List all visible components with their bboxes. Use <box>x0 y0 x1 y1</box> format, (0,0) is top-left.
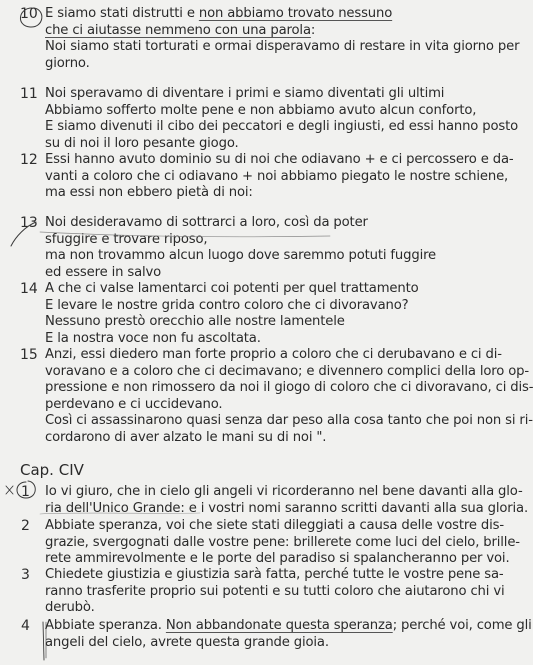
verse-number: 14 <box>20 281 38 297</box>
verse-line: Noi siamo stati torturati e ormai disperavamo di restare in vita giorno per <box>45 39 520 55</box>
verse-line: Essi hanno avuto dominio su di noi che odiavano + e ci percossero e da- <box>45 152 514 167</box>
verse-line: voravano e a coloro che ci decimavano; e divennero complici della loro op- <box>45 363 529 379</box>
verse-line: angeli del cielo, avrete questa grande gioia. <box>45 634 329 650</box>
verse-line: ranno trasferite proprio sui potenti e su tutti coloro che aiutarono chi vi <box>45 583 505 599</box>
verse-line: cordarono di aver alzato le mani su di noi ". <box>45 430 327 445</box>
verse-line: Abbiate speranza, voi che siete stati dileggiati a causa delle vostre dis- <box>45 518 504 533</box>
verse-line: rete ammirevolmente e le porte del paradiso si spalancheranno per voi. <box>45 551 510 567</box>
verse-line: A che ci valse lamentarci coi potenti per quel trattamento <box>45 281 419 296</box>
verse-line: Noi desideravamo di sottrarci a loro, così da poter <box>45 215 368 230</box>
verse-line: su di noi il loro pesante giogo. <box>45 135 239 151</box>
verse-line: E la nostra voce non fu ascoltata. <box>45 330 261 346</box>
verse-line: E siamo divenuti il cibo dei peccatori e degli ingiusti, ed essi hanno posto <box>45 119 519 135</box>
verse-line: Così ci assassinarono quasi senza dar peso alla cosa tanto che poi non si ri- <box>45 413 533 429</box>
verse-number: 1 <box>21 484 30 500</box>
verse-line: ed essere in salvo <box>45 264 162 280</box>
verse-line: Abbiate speranza. Non abbandonate questa speranza; perché voi, come gli <box>45 618 532 633</box>
verse-line: ma non trovammo alcun luogo dove saremmo potuti fuggire <box>45 248 437 264</box>
verse-number: 12 <box>20 152 38 168</box>
verse-number: 4 <box>21 618 30 634</box>
verse-line: pressione e non rimossero da noi il giogo di coloro che ci divoravano, ci dis- <box>45 380 533 396</box>
verse-number: 15 <box>20 347 38 363</box>
verse-line: vanti a coloro che ci odiavano + noi abbiamo piegato le nostre schiene, <box>45 168 509 184</box>
verse-line: Abbiamo sofferto molte pene e non abbiamo avuto alcun conforto, <box>45 102 477 118</box>
verse-number: 10 <box>20 6 38 22</box>
verse-line: sfuggire e trovare riposo, <box>45 231 208 247</box>
verse-line: ma essi non ebbero pietà di noi: <box>45 185 253 201</box>
verse-line: ria dell'Unico Grande: e i vostri nomi saranno scritti davanti alla sua gloria. <box>45 500 529 516</box>
verse-line: Nessuno prestò orecchio alle nostre lamentele <box>45 314 345 330</box>
verse-line: derubò. <box>45 600 95 616</box>
verse-line: che ci aiutasse nemmeno con una parola: <box>45 22 316 38</box>
verse-line: grazie, svergognati dalle vostre pene: brillerete come luci del cielo, brille- <box>45 534 520 550</box>
verse-line: E siamo stati distrutti e non abbiamo trovato nessuno <box>45 6 393 21</box>
underlined-text: non abbiamo trovato nessuno <box>198 6 393 21</box>
underlined-text: che ci aiutasse nemmeno con una parola <box>45 22 311 38</box>
verse-number: 11 <box>20 86 38 102</box>
chapter-heading: Cap. CIV <box>20 461 84 479</box>
verse-line: Noi speravamo di diventare i primi e siamo diventati gli ultimi <box>45 86 445 101</box>
verse-number: 3 <box>21 567 30 583</box>
verse-line: perdevano e ci uccidevano. <box>45 396 223 412</box>
verse-number: 2 <box>21 518 30 534</box>
underlined-text: Non abbandonate questa speranza <box>165 618 393 633</box>
verse-line: giorno. <box>45 55 90 71</box>
verse-line: Chiedete giustizia e giustizia sarà fatta, perché tutte le vostre pene sa- <box>45 567 504 582</box>
verse-line: E levare le nostre grida contro coloro che ci divoravano? <box>45 297 409 313</box>
verse-number: 13 <box>20 215 38 231</box>
verse-line: Io vi giuro, che in cielo gli angeli vi ricorderanno nel bene davanti alla glo- <box>45 484 523 499</box>
verse-line: Anzi, essi diedero man forte proprio a coloro che ci derubavano e ci di- <box>45 347 502 362</box>
